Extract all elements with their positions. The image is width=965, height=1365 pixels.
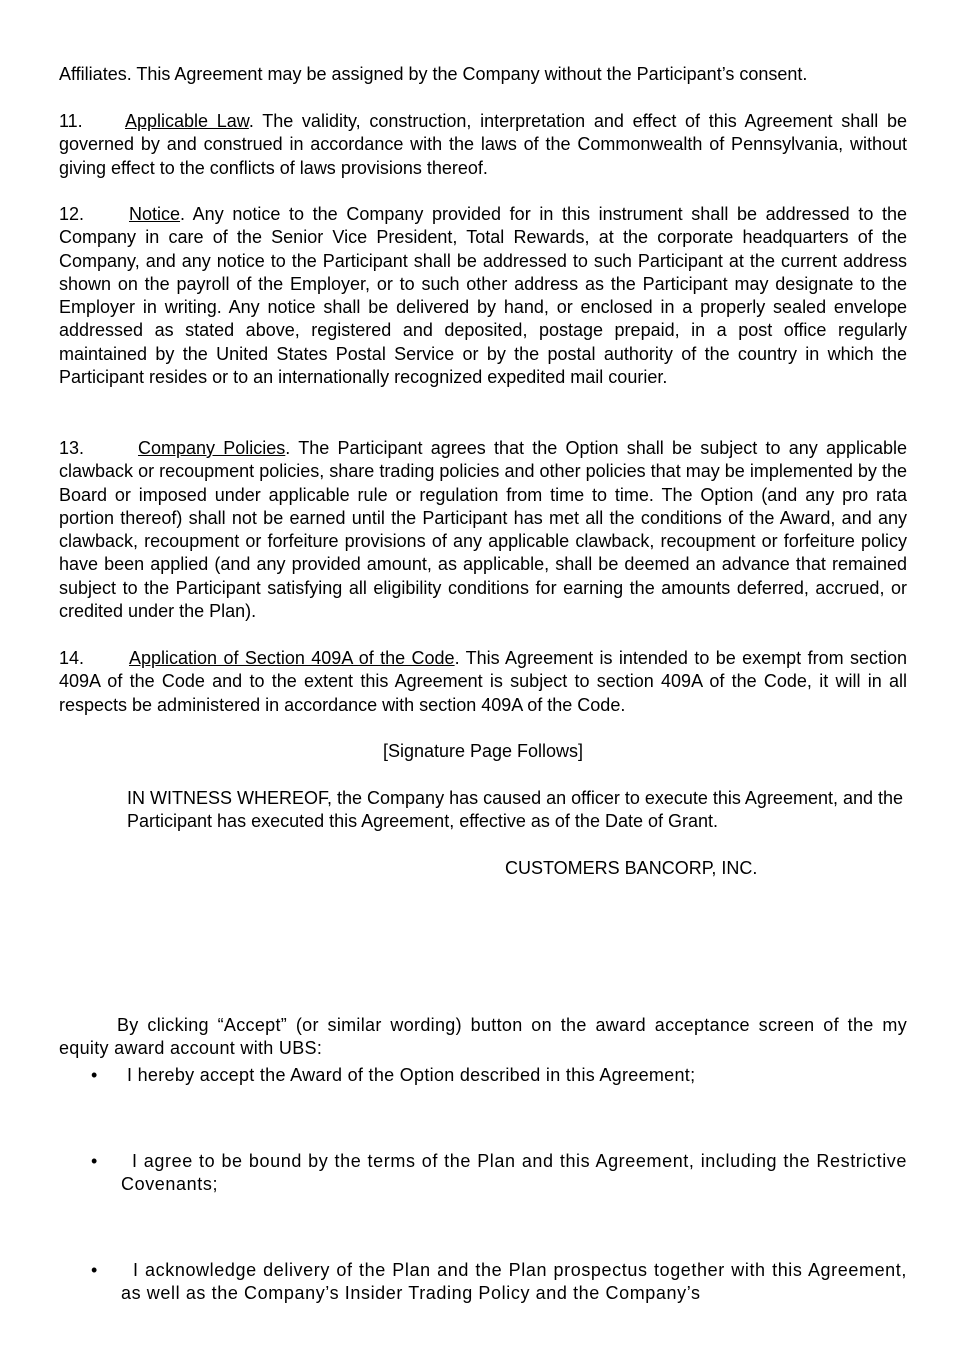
bullet-item bbox=[59, 1150, 907, 1197]
bullet-item bbox=[59, 1259, 907, 1306]
bullet-text: I agree to be bound by the terms of the Plan and this Agreement, including the Restrictive Covenants; bbox=[121, 1151, 907, 1195]
section-title: Application of Section 409A of the Code bbox=[129, 648, 455, 668]
bullet-icon: • bbox=[91, 1260, 98, 1280]
company-name: CUSTOMERS BANCORP, INC. bbox=[505, 858, 758, 878]
section-14 bbox=[59, 647, 907, 717]
section-11 bbox=[59, 110, 907, 180]
section-number: 12. bbox=[59, 204, 85, 224]
section-number: 11. bbox=[59, 111, 83, 131]
section-body: . Any notice to the Company provided for in this instrument shall be addressed to the Company in care of the Senior Vice President, Total Rewards, at the corporate headquarters of the Company, and any notice to the Participant shall be addressed to such Participant at the current address shown on the payroll of the Employer, or to such other address as the Participant may designate to the Employer in writing. Any notice shall be delivered by hand, or enclosed in a properly sealed envelope addressed as stated above, registered and deposited, postage prepaid, in a post office regularly maintained by the United States Postal Service or by the postal authority of the country in which the Participant resides or to an internationally recognized expedited mail courier. bbox=[59, 204, 907, 388]
section-title: Notice bbox=[129, 204, 181, 224]
acceptance-paragraph: By clicking “Accept” (or similar wording) button on the award acceptance screen of the my equity award account with UBS: bbox=[59, 1015, 907, 1059]
bullet-text: I acknowledge delivery of the Plan and the Plan prospectus together with this Agreement, as well as the Company’s Insider Trading Policy and the Company’s bbox=[121, 1260, 907, 1304]
bullet-text: I hereby accept the Award of the Option described in this Agreement; bbox=[127, 1065, 696, 1085]
section-body: . The Participant agrees that the Option shall be subject to any applicable clawback or recoupment policies, share trading policies and other policies that may be implemented by the Board or imposed under applicable rule or regulation from time to time. The Option (and any pro rata portion thereof) shall not be earned until the Participant has met all the conditions of the Award, and any clawback, recoupment or forfeiture provisions of any applicable clawback, recoupment or forfeiture policy have been applied (and any provided amount, as applicable, shall be deemed an advance that remained subject to the Participant satisfying all eligibility conditions for earning the amounts deferred, accrued, or credited under the Plan). bbox=[59, 438, 908, 622]
section-12 bbox=[59, 203, 907, 389]
section-title: Company Policies bbox=[138, 438, 286, 458]
section-title: Applicable Law bbox=[125, 111, 249, 131]
bullet-icon: • bbox=[91, 1151, 98, 1171]
section-body: . This Agreement is intended to be exempt from section 409A of the Code and to the extent this Agreement is subject to section 409A of the Code, it will in all respects be administered in accordance with section 409A of the Code. bbox=[59, 648, 907, 715]
bullet-item bbox=[59, 1064, 907, 1087]
section-number: 14. bbox=[59, 648, 85, 668]
section-body: . The validity, construction, interpretation and effect of this Agreement shall be governed by and construed in accordance with the laws of the Commonwealth of Pennsylvania, without giving effect to the conflicts of laws provisions thereof. bbox=[59, 111, 907, 178]
section-number: 13. bbox=[59, 438, 85, 458]
witness-paragraph: IN WITNESS WHEREOF, the Company has caused an officer to execute this Agreement, and the Participant has executed this Agreement, effective as of the Date of Grant. bbox=[127, 788, 904, 832]
section-13 bbox=[59, 437, 907, 623]
bullet-icon: • bbox=[91, 1065, 98, 1085]
intro-paragraph: Affiliates. This Agreement may be assigned by the Company without the Participant’s consent. bbox=[59, 64, 808, 84]
signature-page-follows: [Signature Page Follows] bbox=[382, 741, 584, 761]
